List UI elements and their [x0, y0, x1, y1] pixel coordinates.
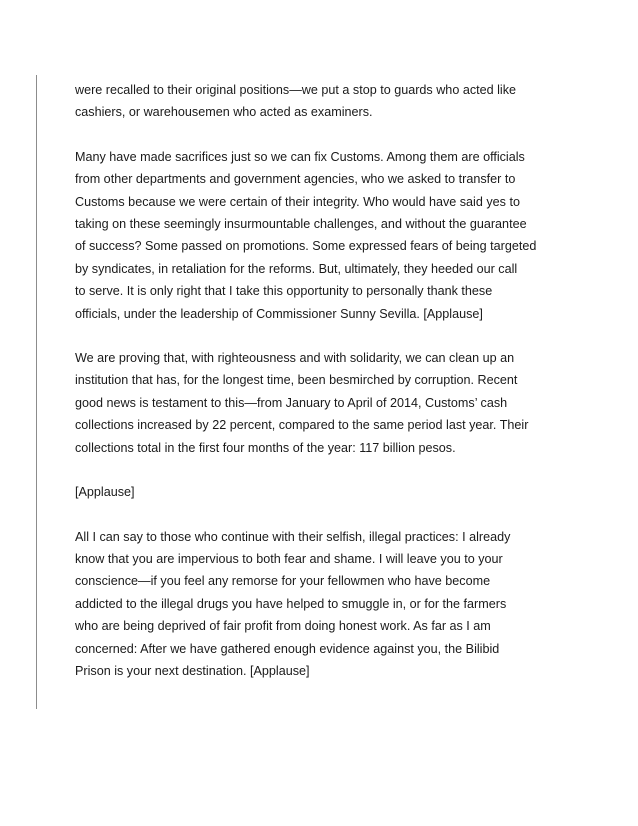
paragraph-collections: [75, 347, 575, 459]
text-line: cashiers, or warehousemen who acted as examiners.: [75, 105, 373, 120]
revision-margin-bar: [36, 75, 37, 709]
body-text: [75, 79, 575, 704]
text-line: to serve. It is only right that I take this opportunity to personally thank these: [75, 284, 493, 299]
text-line: Prison is your next destination. [Applause]: [75, 663, 310, 678]
text-line: of success? Some passed on promotions. Some expressed fears of being targeted: [75, 239, 537, 254]
text-line: conscience—if you feel any remorse for your fellowmen who have become: [75, 574, 491, 589]
text-line: We are proving that, with righteousness and with solidarity, we can clean up an: [75, 351, 515, 366]
text-line: know that you are impervious to both fear and shame. I will leave you to your: [75, 551, 503, 566]
text-line: All I can say to those who continue with their selfish, illegal practices: I already: [75, 529, 511, 544]
paragraph-sacrifices: [75, 146, 575, 325]
text-line: officials, under the leadership of Commissioner Sunny Sevilla. [Applause]: [75, 306, 483, 321]
paragraph-applause: [75, 481, 575, 503]
text-line: concerned: After we have gathered enough evidence against you, the Bilibid: [75, 641, 500, 656]
text-line: were recalled to their original positions—we put a stop to guards who acted like: [75, 83, 517, 97]
text-line: by syndicates, in retaliation for the reforms. But, ultimately, they heeded our call: [75, 261, 518, 276]
text-line: [Applause]: [75, 485, 135, 500]
text-line: addicted to the illegal drugs you have helped to smuggle in, or for the farmers: [75, 596, 507, 611]
text-line: Many have made sacrifices just so we can fix Customs. Among them are officials: [75, 149, 525, 164]
text-line: who are being deprived of fair profit from doing honest work. As far as I am: [75, 619, 491, 634]
text-line: from other departments and government agencies, who we asked to transfer to: [75, 172, 516, 187]
text-line: Customs because we were certain of their integrity. Who would have said yes to: [75, 194, 520, 209]
paragraph-personnel-shuffle: [75, 79, 575, 124]
text-line: institution that has, for the longest time, been besmirched by corruption. Recent: [75, 373, 518, 388]
text-line: taking on these seemingly insurmountable challenges, and without the guarantee: [75, 217, 527, 232]
text-line: collections increased by 22 percent, compared to the same period last year. Their: [75, 418, 529, 433]
paragraph-warning: [75, 526, 575, 683]
text-line: collections total in the first four months of the year: 117 billion pesos.: [75, 440, 456, 455]
text-line: good news is testament to this—from January to April of 2014, Customs’ cash: [75, 395, 508, 410]
